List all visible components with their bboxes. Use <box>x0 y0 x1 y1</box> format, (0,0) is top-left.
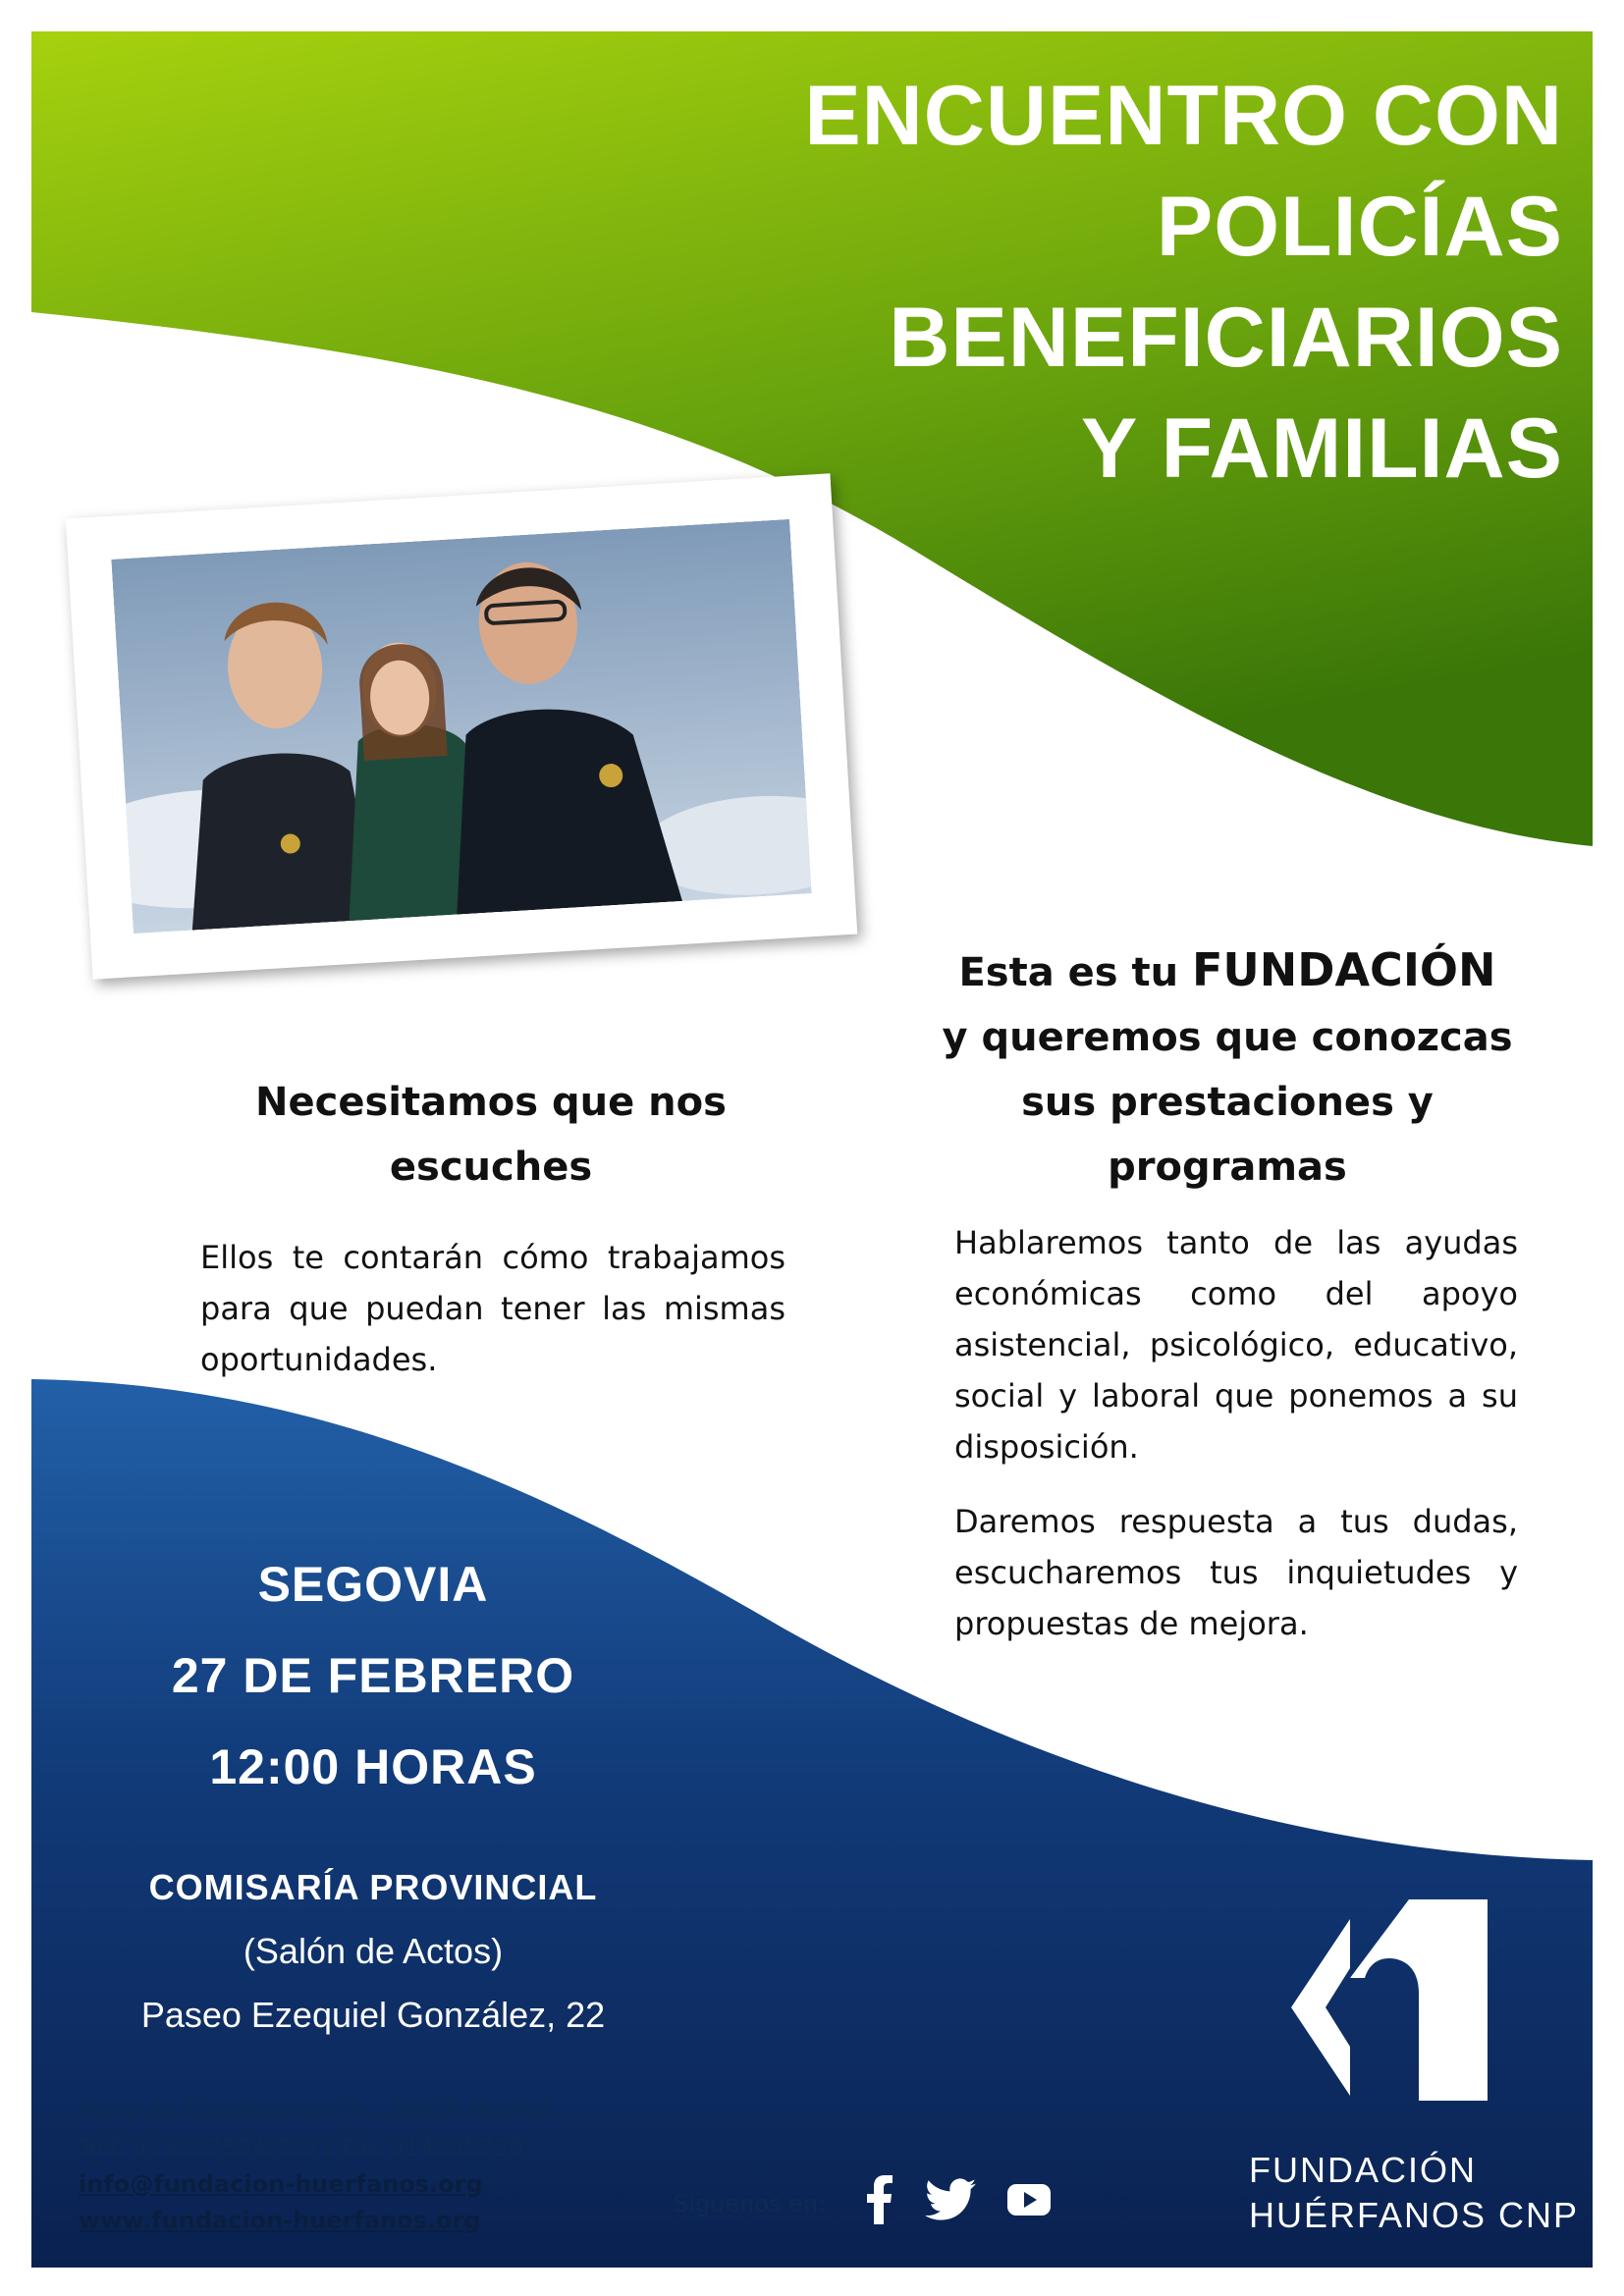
venue-room: (Salón de Actos) <box>243 1931 504 1971</box>
contact-block <box>79 2094 550 2239</box>
brand-line-2: HUÉRFANOS CNP <box>1249 2195 1580 2235</box>
photo-frame <box>66 473 858 979</box>
contact-email-link[interactable]: info@fundacion-huerfanos.org <box>79 2170 483 2198</box>
event-date: 27 DE FEBRERO <box>171 1648 575 1703</box>
title-line-4: Y FAMILIAS <box>1080 401 1563 496</box>
brand-name <box>1249 2148 1579 2238</box>
right-heading <box>933 937 1522 1200</box>
main-title <box>804 61 1563 505</box>
title-line-1: ENCUENTRO CON <box>804 69 1563 163</box>
right-heading-prefix: Esta es tu <box>958 950 1192 995</box>
left-heading <box>196 1070 785 1200</box>
youtube-icon[interactable] <box>1005 2172 1053 2227</box>
facebook-icon[interactable] <box>862 2172 897 2227</box>
right-heading-line-1 <box>933 937 1522 1005</box>
venue-address: Paseo Ezequiel González, 22 <box>140 1995 606 2035</box>
title-line-2: POLICÍAS <box>1156 180 1563 274</box>
right-heading-line-2: y queremos que conozcas <box>942 1015 1513 1060</box>
contact-phone: Telf. 913227554/7573 Fax 914285720 <box>79 2134 524 2162</box>
fundacion-logo-icon <box>1291 1899 1488 2101</box>
contact-address: Plaza de Carabanchel, 5 - 28025 Madrid <box>79 2098 551 2125</box>
right-heading-highlight: FUNDACIÓN <box>1192 943 1496 996</box>
venue-name: COMISARÍA PROVINCIAL <box>148 1867 598 1907</box>
right-paragraph-2: Daremos respuesta a tus dudas, escucharemos tus inquietudes y propuestas de mejora. <box>954 1503 1518 1642</box>
event-city: SEGOVIA <box>257 1557 489 1612</box>
social-label: Síguenos en: <box>674 2190 827 2217</box>
right-heading-line-4: programas <box>1108 1145 1347 1190</box>
contact-website-link[interactable]: www.fundacion-huerfanos.org <box>79 2207 481 2234</box>
brand-line-1: FUNDACIÓN <box>1249 2150 1477 2190</box>
family-photo <box>111 519 811 934</box>
event-time: 12:00 HORAS <box>209 1739 537 1794</box>
right-text <box>954 1217 1518 1673</box>
event-info <box>98 1539 648 1813</box>
left-text: Ellos te contarán cómo trabajamos para que puedan tener las mismas oportunidades. <box>200 1239 785 1378</box>
left-heading-line-1: Necesitamos que nos <box>255 1080 727 1125</box>
left-heading-line-2: escuches <box>389 1145 593 1190</box>
twitter-icon[interactable] <box>923 2172 978 2227</box>
right-heading-line-3: sus prestaciones y <box>1021 1080 1434 1125</box>
right-paragraph-1: Hablaremos tanto de las ayudas económicas como del apoyo asistencial, psicológico, educativo, social y laboral que ponemos a su disposición. <box>954 1224 1518 1466</box>
title-line-3: BENEFICIARIOS <box>889 291 1563 385</box>
